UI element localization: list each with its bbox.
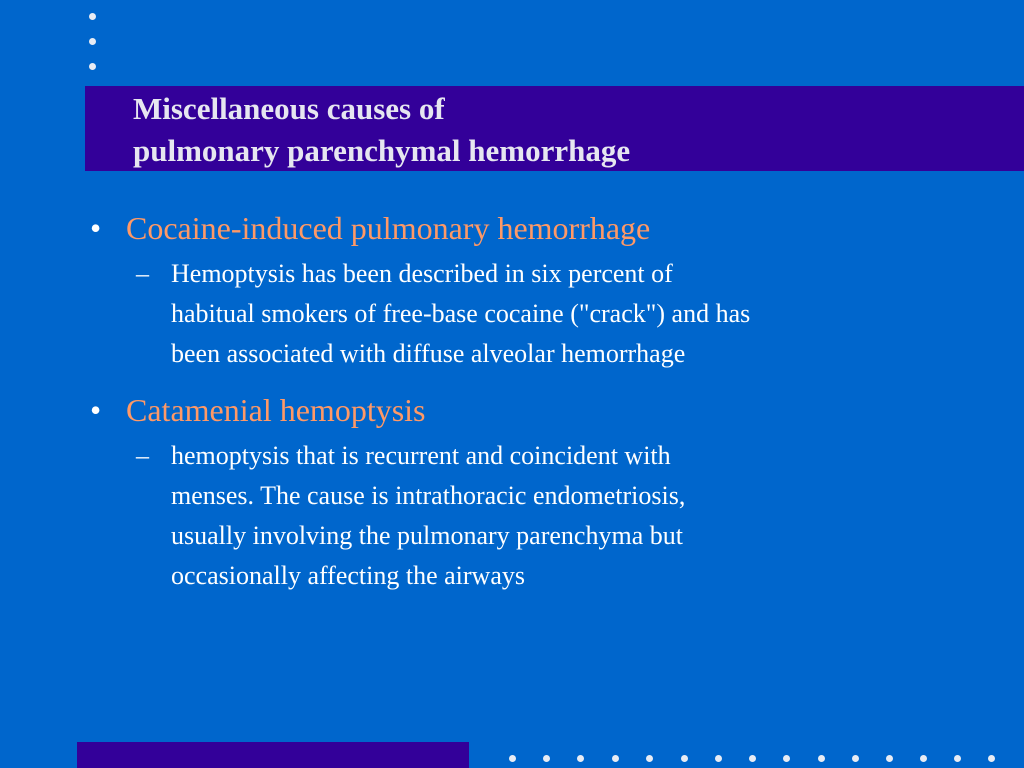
bullet-cocaine-hemorrhage	[90, 208, 990, 248]
slide-title	[133, 88, 630, 172]
bullet-marker: •	[90, 392, 102, 428]
sub-bullet-text	[171, 254, 990, 374]
decor-dot	[646, 755, 653, 762]
decor-dot	[886, 755, 893, 762]
sub-bullet-marker: –	[136, 259, 149, 288]
decor-dot	[920, 755, 927, 762]
decor-dot	[818, 755, 825, 762]
sub-bullet-line: Hemoptysis has been described in six percent of	[171, 259, 673, 288]
decor-dot	[852, 755, 859, 762]
decor-dot	[988, 755, 995, 762]
decor-dot	[612, 755, 619, 762]
decor-dot	[89, 13, 96, 20]
sub-bullet-cocaine	[90, 254, 990, 374]
sub-bullet-line: habitual smokers of free-base cocaine ("crack") and has	[171, 299, 751, 328]
bullet-catamenial-hemoptysis	[90, 390, 990, 430]
slide-content	[90, 208, 990, 596]
spacer	[90, 374, 990, 390]
footer-band	[77, 742, 469, 768]
sub-bullet-line: menses. The cause is intrathoracic endometriosis,	[171, 481, 686, 510]
slide-title-line: pulmonary parenchymal hemorrhage	[133, 133, 631, 168]
slide-title-line: Miscellaneous causes of	[133, 91, 445, 126]
sub-bullet-line: hemoptysis that is recurrent and coincident with	[171, 441, 671, 470]
decor-dot	[509, 755, 516, 762]
decor-dot	[89, 63, 96, 70]
sub-bullet-line: usually involving the pulmonary parenchyma but	[171, 521, 683, 550]
bullet-heading: Catamenial hemoptysis	[126, 392, 426, 428]
sub-bullet-text	[171, 436, 990, 596]
sub-bullet-catamenial	[90, 436, 990, 596]
sub-bullet-marker: –	[136, 441, 149, 470]
decor-dot	[543, 755, 550, 762]
decor-dot	[715, 755, 722, 762]
decor-dot	[577, 755, 584, 762]
decor-dot	[954, 755, 961, 762]
bullet-marker: •	[90, 210, 102, 246]
decor-dot	[89, 38, 96, 45]
decor-dot	[783, 755, 790, 762]
sub-bullet-line: occasionally affecting the airways	[171, 561, 525, 590]
sub-bullet-line: been associated with diffuse alveolar hemorrhage	[171, 339, 686, 368]
decor-dot	[749, 755, 756, 762]
decor-dot	[681, 755, 688, 762]
bullet-heading: Cocaine-induced pulmonary hemorrhage	[126, 210, 651, 246]
